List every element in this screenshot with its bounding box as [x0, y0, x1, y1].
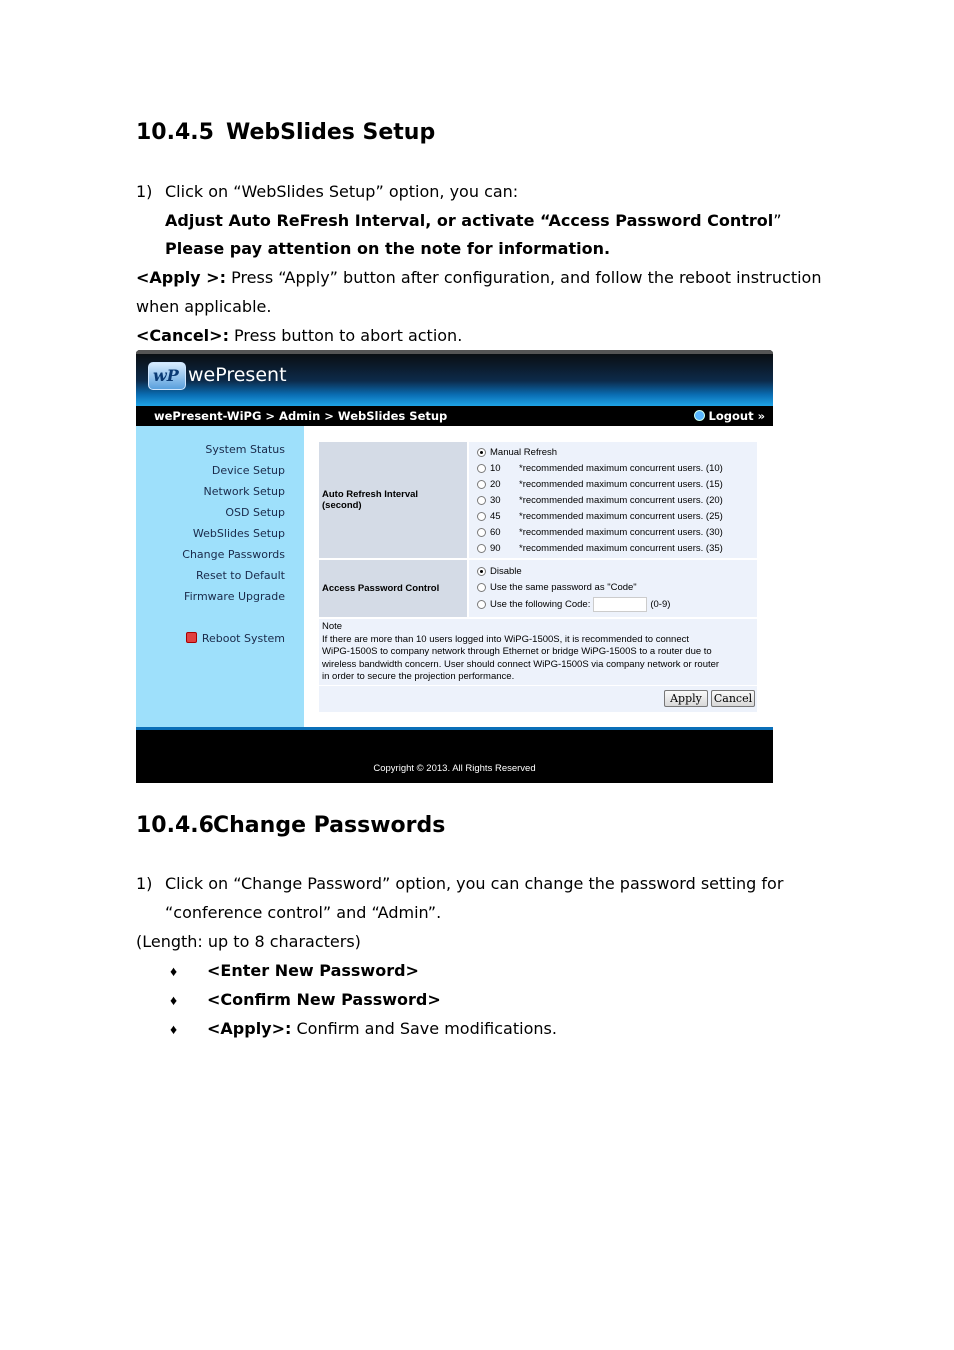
refresh-option-45[interactable]: 45 *recommended maximum concurrent users. (25) [477, 511, 723, 522]
section-heading-change-passwords: 10.4.6Change Passwords [136, 813, 446, 838]
access-option-same-password[interactable]: Use the same password as "Code" [477, 582, 637, 593]
access-option-following-code[interactable]: Use the following Code: (0-9) [477, 597, 670, 612]
power-icon [186, 632, 197, 643]
apply-button[interactable]: Apply [664, 690, 708, 707]
cancel-description: <Cancel>: Press button to abort action. [136, 326, 463, 345]
wepresent-logo-icon: wP [148, 362, 186, 390]
refresh-option-20[interactable]: 20 *recommended maximum concurrent users. (15) [477, 479, 723, 490]
step-text: Click on “WebSlides Setup” option, you can: [165, 182, 519, 201]
sidebar-item-network-setup[interactable]: Network Setup [203, 485, 285, 498]
copyright: Copyright © 2013. All Rights Reserved [373, 763, 536, 774]
bullet-icon: ♦ [170, 963, 178, 979]
refresh-option-90[interactable]: 90 *recommended maximum concurrent users. (35) [477, 543, 723, 554]
refresh-option-manual[interactable]: Manual Refresh [477, 447, 557, 458]
radio-icon[interactable] [477, 512, 486, 521]
apply-description: <Apply >: Press “Apply” button after configuration, and follow the reboot instruction [136, 268, 822, 287]
logout-icon [694, 410, 705, 421]
sidebar-item-change-passwords[interactable]: Change Passwords [182, 548, 285, 561]
access-password-label: Access Password Control [319, 560, 467, 617]
auto-refresh-options [469, 442, 757, 558]
bullet-icon: ♦ [170, 992, 178, 1008]
bullet-enter-new-password: <Enter New Password> [207, 961, 419, 980]
length-note: (Length: up to 8 characters) [136, 932, 361, 951]
webslides-setup-screenshot [136, 350, 773, 783]
sidebar-item-reboot-system[interactable]: Reboot System [186, 632, 285, 645]
logo-text: wePresent [188, 364, 287, 386]
radio-selected-icon[interactable] [477, 567, 486, 576]
breadcrumb-bar [136, 406, 773, 426]
logout-link[interactable]: Logout » [694, 409, 765, 423]
instruction-bold-2: Please pay attention on the note for information. [165, 239, 611, 258]
sidebar-item-reset-to-default[interactable]: Reset to Default [196, 569, 285, 582]
radio-selected-icon[interactable] [477, 448, 486, 457]
note-box: Note If there are more than 10 users logged into WiPG-1500S, it is recommended to connect WiPG-1500S to company network through Ethernet or bridge WiPG-1500S to a router due to wireless bandwidth concern. User should connect WiPG-1500S via company network or router in order to secure the projection performance. [319, 619, 757, 685]
sidebar-item-osd-setup[interactable]: OSD Setup [225, 506, 285, 519]
refresh-option-60[interactable]: 60 *recommended maximum concurrent users. (30) [477, 527, 723, 538]
cancel-button[interactable]: Cancel [711, 690, 755, 707]
step-text-2: Click on “Change Password” option, you can change the password setting for [165, 874, 784, 893]
access-password-options [469, 560, 757, 617]
radio-icon[interactable] [477, 496, 486, 505]
radio-icon[interactable] [477, 464, 486, 473]
step-number: 1) [136, 182, 153, 201]
radio-icon[interactable] [477, 583, 486, 592]
bullet-icon: ♦ [170, 1021, 178, 1037]
refresh-option-10[interactable]: 10 *recommended maximum concurrent users. (10) [477, 463, 723, 474]
code-input[interactable] [593, 597, 647, 612]
radio-icon[interactable] [477, 528, 486, 537]
header-bar [136, 350, 773, 406]
button-row [319, 686, 757, 712]
refresh-option-30[interactable]: 30 *recommended maximum concurrent users. (20) [477, 495, 723, 506]
breadcrumb: wePresent-WiPG > Admin > WebSlides Setup [154, 409, 448, 423]
sidebar-item-firmware-upgrade[interactable]: Firmware Upgrade [184, 590, 285, 603]
radio-icon[interactable] [477, 480, 486, 489]
radio-icon[interactable] [477, 600, 486, 609]
access-option-disable[interactable]: Disable [477, 566, 522, 577]
auto-refresh-label: Auto Refresh Interval (second) [319, 442, 467, 558]
radio-icon[interactable] [477, 544, 486, 553]
sidebar-item-device-setup[interactable]: Device Setup [211, 464, 285, 477]
apply-description-cont: when applicable. [136, 297, 272, 316]
sidebar-item-webslides-setup[interactable]: WebSlides Setup [192, 527, 285, 540]
step-number-2: 1) [136, 874, 153, 893]
instruction-bold-1: Adjust Auto ReFresh Interval, or activate “Access Password Control” [165, 211, 782, 230]
step-text-2-cont: “conference control” and “Admin”. [165, 903, 442, 922]
sidebar-item-system-status[interactable]: System Status [205, 443, 285, 456]
section-heading-webslides: 10.4.5 WebSlides Setup [136, 120, 436, 145]
sidebar [136, 426, 304, 727]
footer [136, 727, 773, 783]
bullet-apply: <Apply>: Confirm and Save modifications. [207, 1019, 557, 1038]
bullet-confirm-new-password: <Confirm New Password> [207, 990, 441, 1009]
